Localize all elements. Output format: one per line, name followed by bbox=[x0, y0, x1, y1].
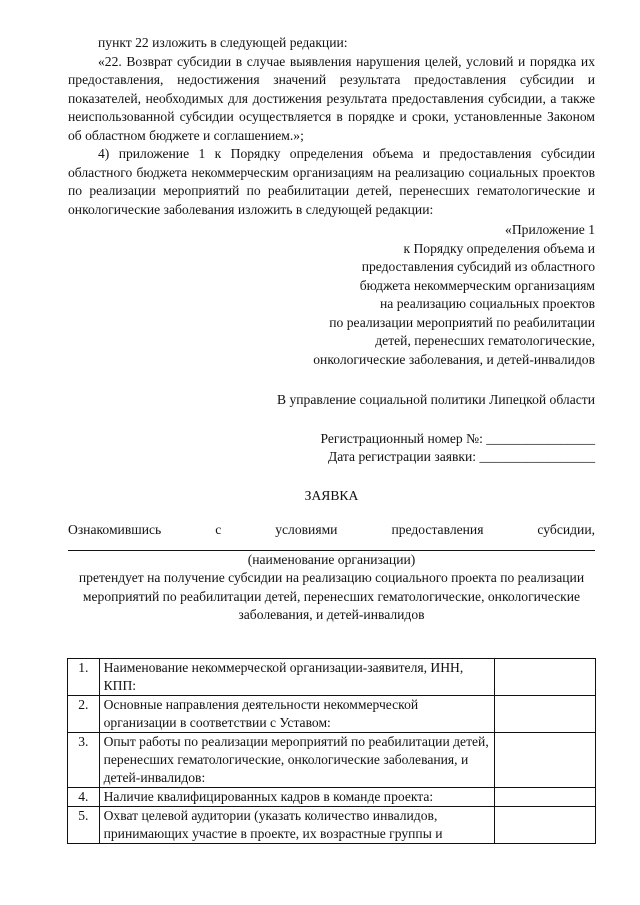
row-label: Охват целевой аудитории (указать количество инвалидов, принимающих участие в проекте, их возрастные группы и bbox=[99, 807, 494, 844]
row-value-field bbox=[495, 788, 596, 807]
row-number: 3. bbox=[68, 733, 100, 788]
document-body bbox=[68, 34, 595, 625]
table-row bbox=[68, 733, 596, 788]
table-row bbox=[68, 659, 596, 696]
addressee: В управление социальной политики Липецкой области bbox=[276, 392, 595, 407]
row-value-field bbox=[495, 696, 596, 733]
row-value-field bbox=[495, 733, 596, 788]
organization-name-blank bbox=[68, 540, 595, 551]
registration-date: Дата регистрации заявки: _________________ bbox=[327, 449, 595, 464]
paragraph-intro-line: пункт 22 изложить в следующей редакции: bbox=[98, 35, 348, 50]
row-label: Основные направления деятельности некоммерческой организации в соответствии с Уставом: bbox=[99, 696, 494, 733]
table-row bbox=[68, 807, 596, 844]
row-value-field bbox=[495, 807, 596, 844]
table-row bbox=[68, 788, 596, 807]
paragraph-appendix-change: 4) приложение 1 к Порядку определения объема и предоставления субсидии областного бюджета некоммерческим организациям на реализацию социальных проектов по реализации мероприятий по реабилитации детей, перенесших гематологические и онкологические заболевания изложить в следующей редакции: bbox=[68, 146, 595, 217]
row-value-field bbox=[495, 659, 596, 696]
intro-line: Ознакомившись с условиями предоставления субсидии, bbox=[68, 522, 595, 537]
row-number: 4. bbox=[68, 788, 100, 807]
appendix-line: детей, перенесших гематологические, bbox=[375, 333, 595, 348]
appendix-line: к Порядку определения объема и bbox=[403, 240, 595, 256]
appendix-line: предоставления субсидий из областного bbox=[361, 259, 595, 274]
appendix-header bbox=[68, 221, 595, 369]
organization-caption: (наименование организации) bbox=[247, 551, 416, 567]
appendix-line: онкологические заболевания, и детей-инвалидов bbox=[313, 351, 595, 367]
appendix-line: «Приложение 1 bbox=[505, 222, 595, 237]
row-label: Опыт работы по реализации мероприятий по реабилитации детей, перенесших гематологические, онкологические заболевания, и детей-инвалидов: bbox=[99, 733, 494, 788]
table-row bbox=[68, 696, 596, 733]
application-table bbox=[67, 658, 596, 844]
appendix-line: бюджета некоммерческим организациям bbox=[359, 277, 595, 293]
claim-paragraph: претендует на получение субсидии на реализацию социального проекта по реализации мероприятий по реабилитации детей, перенесших гематологические, онкологические заболевания, и детей-инвалидов bbox=[78, 570, 585, 622]
row-number: 2. bbox=[68, 696, 100, 733]
row-number: 1. bbox=[68, 659, 100, 696]
row-number: 5. bbox=[68, 807, 100, 844]
application-title: ЗАЯВКА bbox=[304, 487, 359, 503]
paragraph-point-22: «22. Возврат субсидии в случае выявления нарушения целей, условий и порядка их предоставления, недостижения значений результата предоставления субсидии и показателей, необходимых для достижения результата предоставления субсидии, а также неиспользованной субсидии осуществляется в порядке и сроки, установленные Законом об областном бюджете и соглашением.»; bbox=[68, 53, 595, 143]
registration-number: Регистрационный номер №: ________________ bbox=[320, 430, 595, 446]
row-label: Наименование некоммерческой организации-заявителя, ИНН, КПП: bbox=[99, 659, 494, 696]
appendix-line: на реализацию социальных проектов bbox=[379, 296, 595, 311]
row-label: Наличие квалифицированных кадров в команде проекта: bbox=[99, 788, 494, 807]
appendix-line: по реализации мероприятий по реабилитации bbox=[329, 314, 595, 330]
